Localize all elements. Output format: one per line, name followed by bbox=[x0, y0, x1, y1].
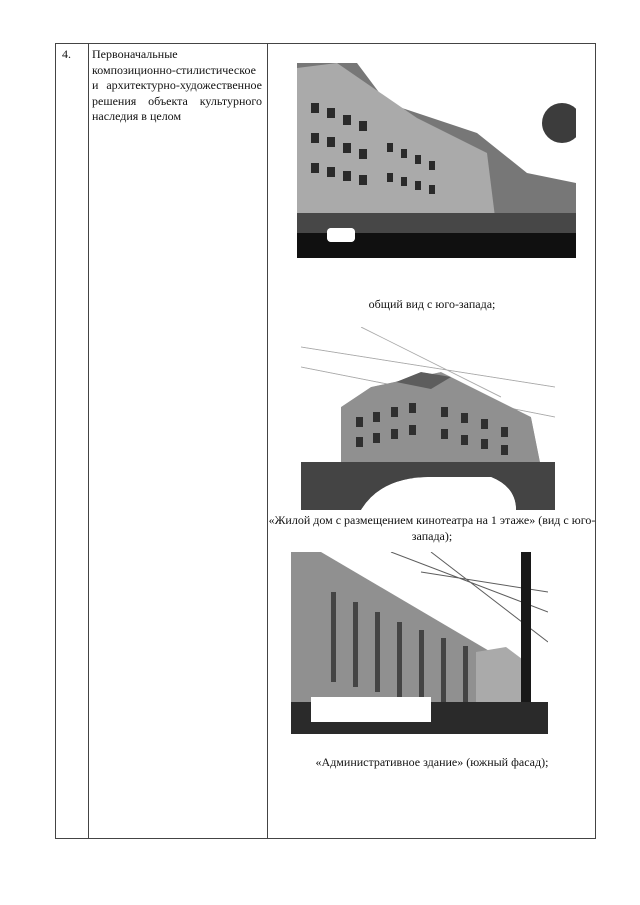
photo-caption-1: общий вид с юго-запада; bbox=[368, 297, 496, 311]
row-description: Первоначальные композиционно-стилистическое и архитектурно-художественное решения объекта культурного наследия в целом bbox=[92, 47, 262, 123]
photo-caption-3: «Административное здание» (южный фасад); bbox=[315, 755, 549, 769]
photo-caption-2: «Жилой дом с размещением кинотеатра на 1 этаже» (вид с юго-запада); bbox=[268, 513, 596, 543]
column-divider-number bbox=[88, 44, 89, 838]
row-number: 4. bbox=[62, 47, 71, 61]
column-divider-description bbox=[267, 44, 268, 838]
photo-general-view bbox=[297, 63, 576, 258]
photo-administrative-building bbox=[291, 552, 548, 734]
photo-residential-house bbox=[301, 327, 555, 510]
